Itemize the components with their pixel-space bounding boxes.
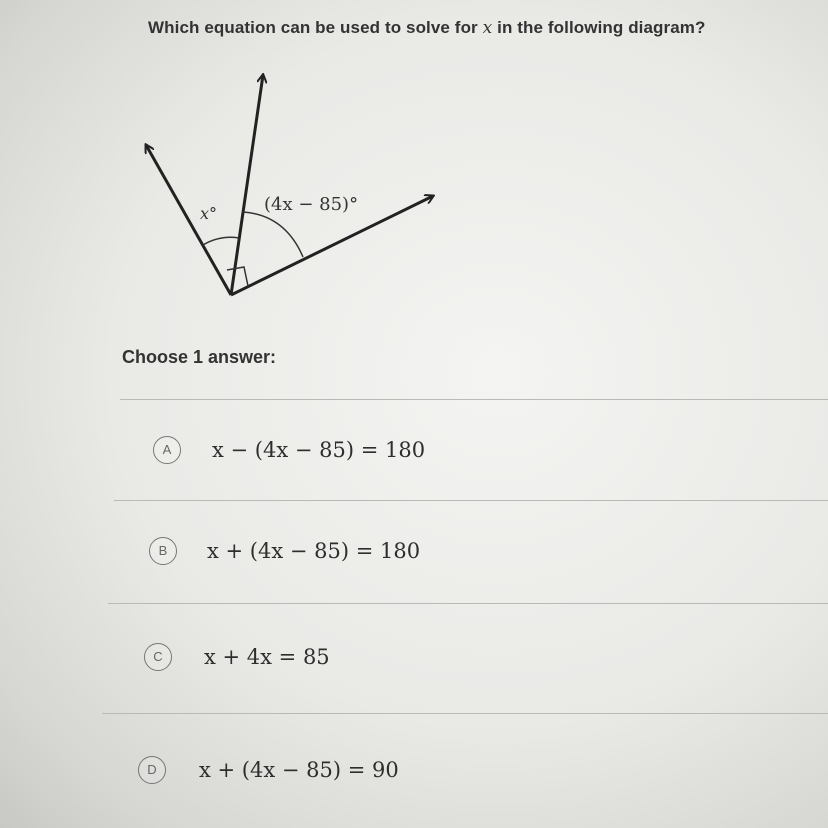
divider-cd — [102, 713, 828, 714]
choice-d-equation: x + (4x − 85) = 90 — [199, 758, 399, 782]
divider-bc — [108, 603, 828, 604]
choice-d-letter: D — [138, 756, 166, 784]
question-prefix: Which equation can be used to solve for — [148, 18, 483, 37]
question-variable: x — [482, 18, 493, 38]
question-suffix: in the following diagram? — [492, 18, 706, 37]
choice-d[interactable] — [0, 740, 828, 800]
divider-top — [120, 399, 828, 400]
choice-b[interactable] — [0, 522, 828, 582]
angle-arc-expr — [243, 212, 303, 257]
choice-a-letter: A — [153, 436, 181, 464]
ray-left — [146, 145, 231, 295]
choice-c-equation: x + 4x = 85 — [204, 645, 330, 669]
choice-a[interactable] — [0, 422, 828, 482]
angle-label-x: x° — [200, 204, 218, 223]
angle-arc-x — [203, 237, 239, 245]
choose-answer-label: Choose 1 answer: — [122, 347, 277, 367]
choice-b-equation: x + (4x − 85) = 180 — [207, 539, 421, 563]
divider-ab — [114, 500, 828, 501]
ray-vertical — [231, 75, 263, 295]
choice-c[interactable] — [0, 628, 828, 688]
angle-label-expr: (4x − 85)° — [264, 194, 359, 215]
right-angle-marker — [227, 267, 248, 286]
choice-b-letter: B — [149, 537, 177, 565]
choice-c-letter: C — [144, 643, 172, 671]
angle-diagram — [0, 0, 828, 340]
choice-a-equation: x − (4x − 85) = 180 — [212, 438, 426, 462]
